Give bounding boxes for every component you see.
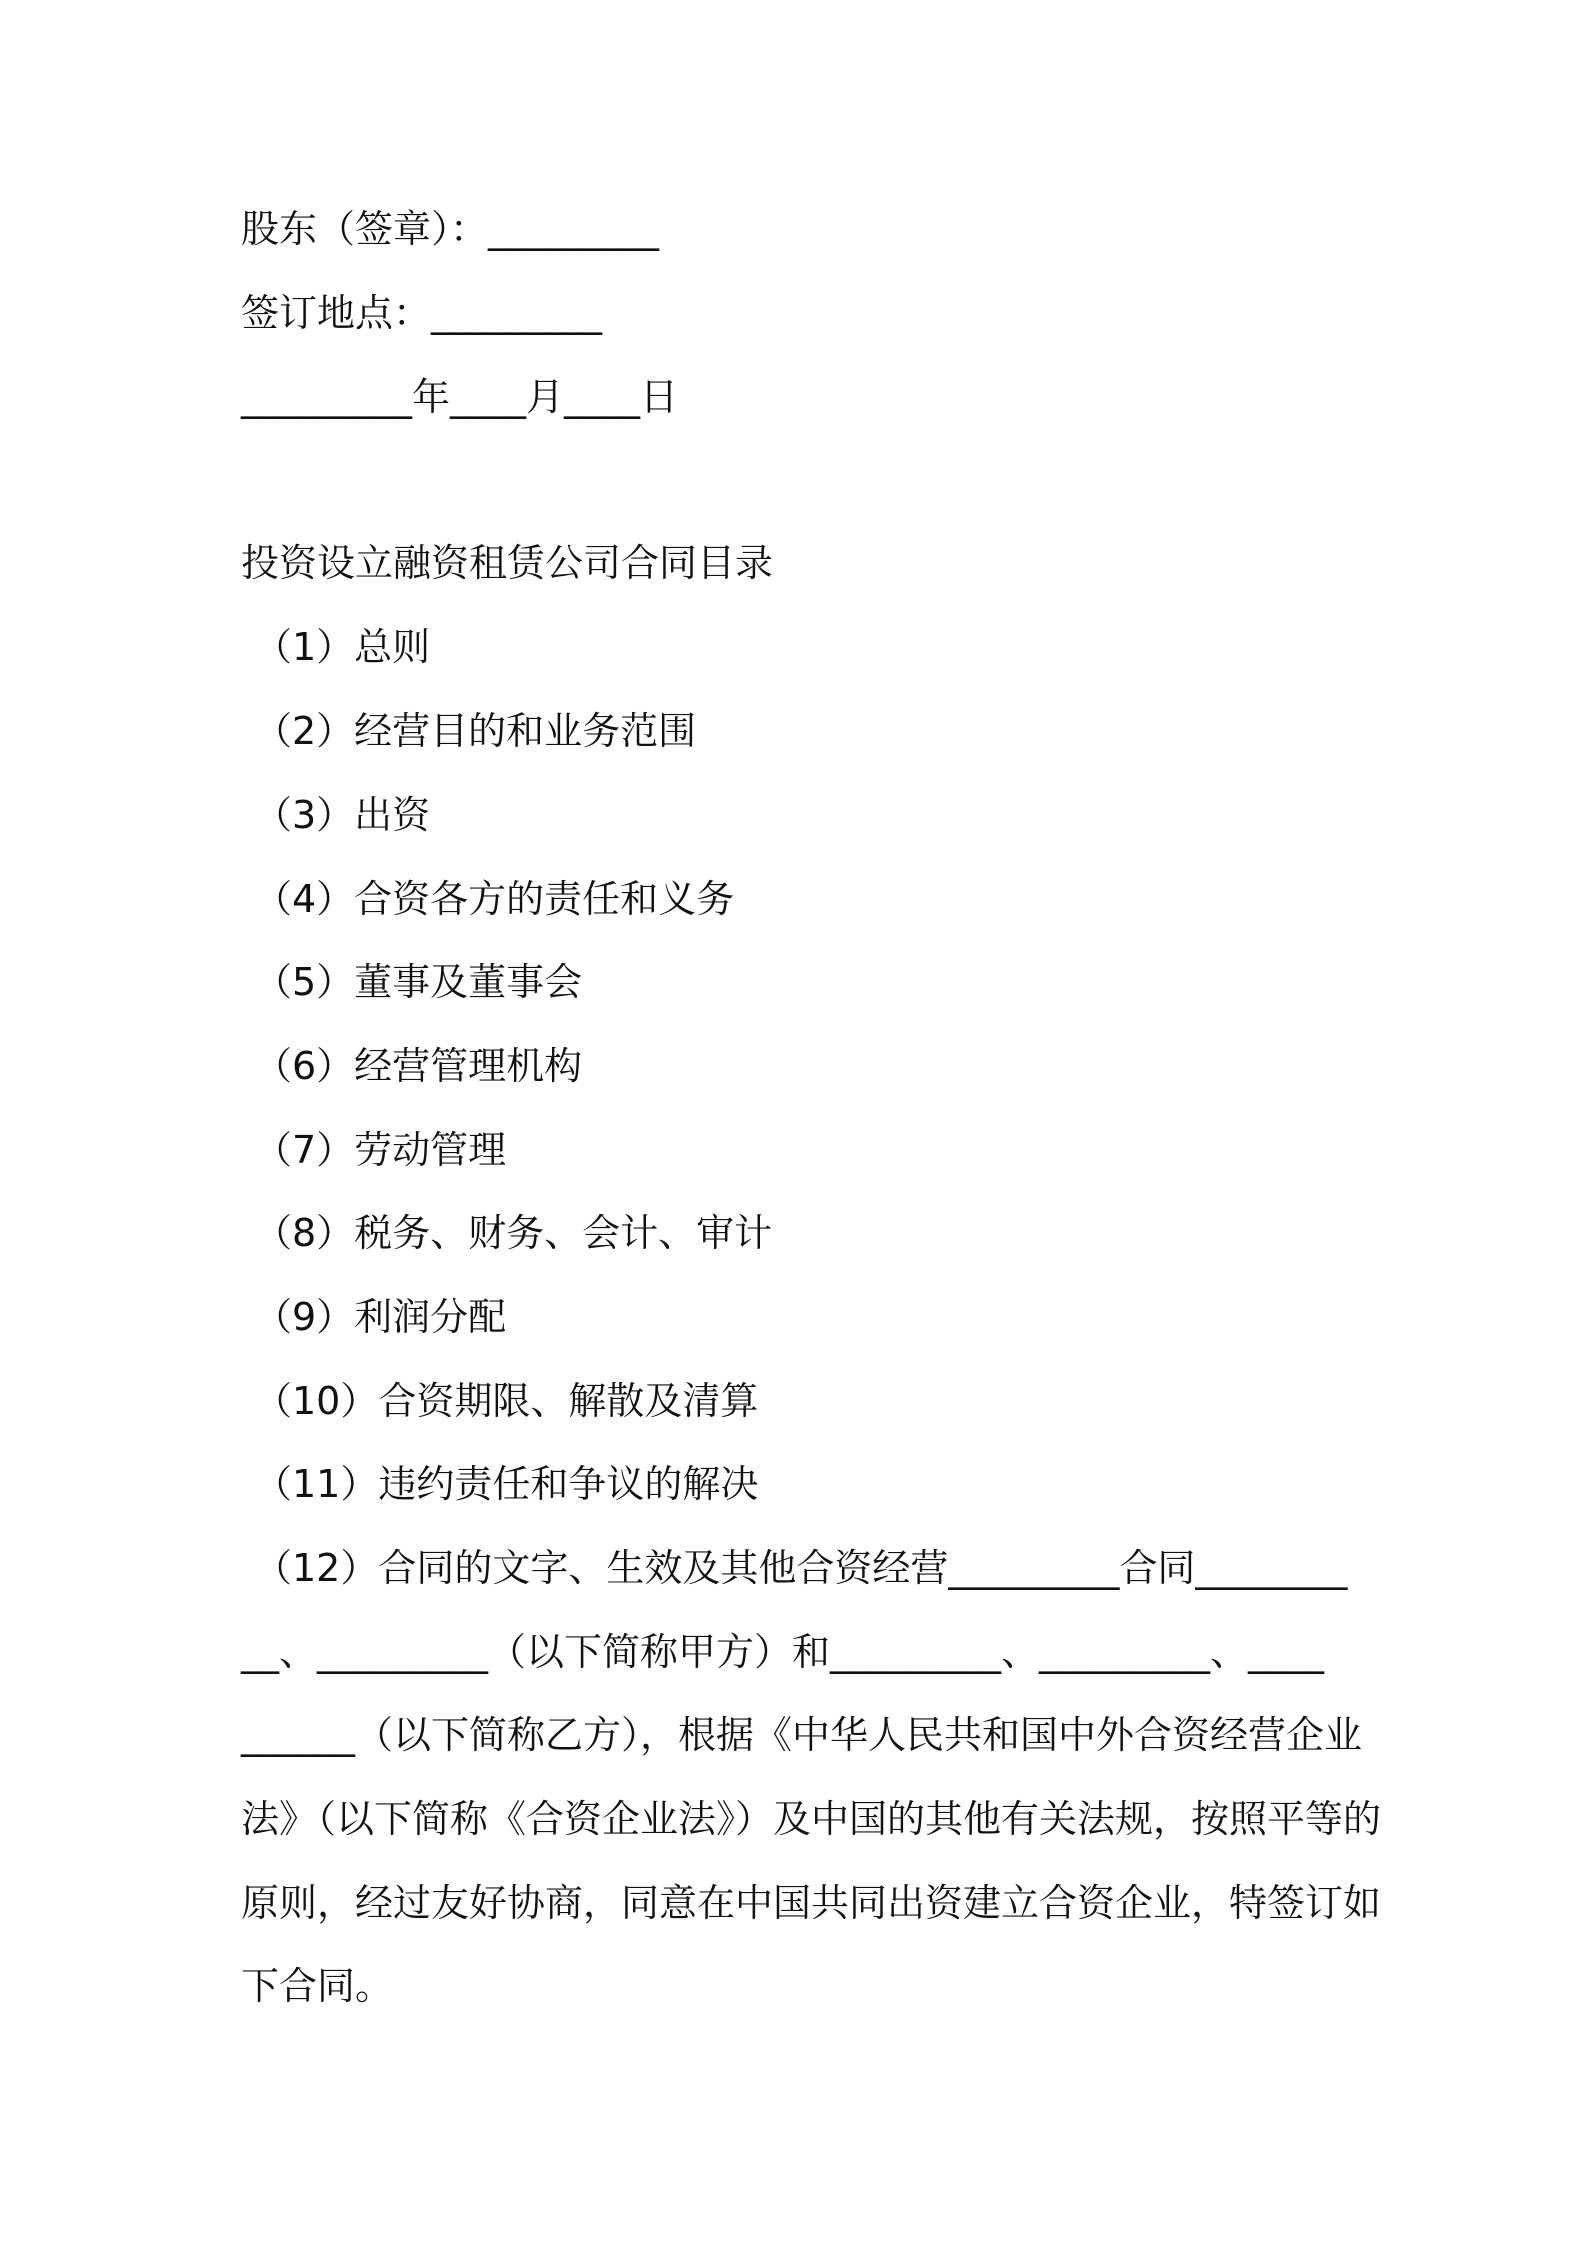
body-paragraph-line: 下合同。 — [241, 1964, 394, 2008]
toc-item: （3）出资 — [254, 793, 431, 837]
body-paragraph-line: 法》（以下简称《合资企业法》）及中国的其他有关法规，按照平等的 — [241, 1797, 1382, 1841]
toc-item: （2）经营目的和业务范围 — [254, 709, 697, 753]
toc-item: （12）合同的文字、生效及其他合资经营_________合同________ — [254, 1546, 1348, 1590]
body-paragraph-line: ______（以下简称乙方），根据《中华人民共和国中外合资经营企业 — [241, 1713, 1363, 1757]
toc-title: 投资设立融资租赁公司合同目录 — [241, 541, 774, 585]
signing-date-line: _________年____月____日 — [241, 375, 679, 419]
toc-item: （8）税务、财务、会计、审计 — [254, 1211, 773, 1255]
toc-item: （10）合资期限、解散及清算 — [254, 1379, 759, 1423]
body-paragraph-line: 原则，经过友好协商，同意在中国共同出资建立合资企业，特签订如 — [241, 1881, 1382, 1925]
body-paragraph-line: __、_________（以下简称甲方）和_________、_________、____ — [241, 1630, 1325, 1674]
toc-item: （11）违约责任和争议的解决 — [254, 1462, 759, 1506]
toc-item: （5）董事及董事会 — [254, 960, 583, 1004]
toc-item: （4）合资各方的责任和义务 — [254, 877, 735, 921]
shareholder-signature-line: 股东（签章）：_________ — [241, 207, 660, 251]
toc-item: （7）劳动管理 — [254, 1128, 507, 1172]
toc-item: （9）利润分配 — [254, 1295, 507, 1339]
toc-item: （6）经营管理机构 — [254, 1044, 583, 1088]
signing-place-line: 签订地点：_________ — [241, 291, 603, 335]
toc-item: （1）总则 — [254, 625, 431, 669]
